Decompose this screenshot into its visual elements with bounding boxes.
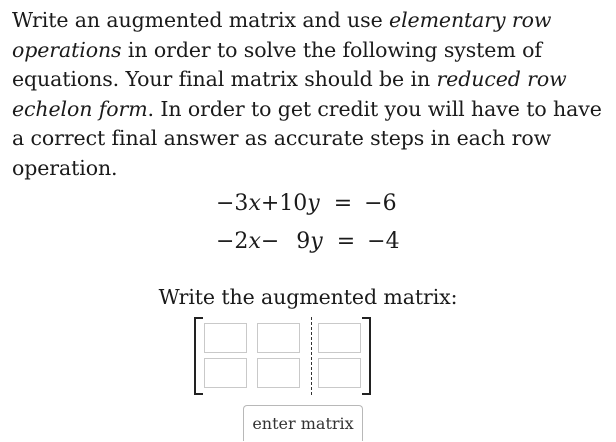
eq1-x-coef: −3 [216,191,249,216]
eq2-rhs: −4 [367,229,400,254]
augmented-matrix-input [194,317,371,393]
eq1-rhs: −6 [364,191,397,216]
eq1-x-var: x [248,191,261,216]
matrix-cell-r1c2[interactable] [257,323,300,353]
eq2-y-var: y [310,229,323,254]
enter-matrix-button[interactable]: enter matrix [243,405,363,441]
eq1-y-coef: 10 [279,191,308,216]
instructions-part2: in order to solve the following system of equations. Your final matrix should be in [12,37,542,92]
matrix-cell-r2c3[interactable] [318,358,361,388]
matrix-cell-r2c2[interactable] [257,358,300,388]
eq1-op: + [260,191,280,216]
eq2-x-var: x [248,229,261,254]
eq1-equals: = [333,191,353,216]
instructions-emphasis-reduced-row-echelon-form: reduced row echelon form [12,67,567,121]
matrix-cell-r2c1[interactable] [204,358,247,388]
equation-2 [216,227,400,257]
matrix-cell-r1c1[interactable] [204,323,247,353]
eq2-y-coef: 9 [296,229,311,254]
eq2-op: − [260,229,280,254]
augmented-matrix-prompt: Write the augmented matrix: [158,285,458,309]
equation-1 [216,189,397,219]
instructions-part3: . In order to get credit you will have to have a correct final answer as accurate steps in each row operation. [12,96,602,180]
eq1-y-var: y [307,191,320,216]
augmented-divider-line [311,317,312,395]
instructions-emphasis-elementary-row-operations: elementary row operations [12,8,552,62]
eq2-equals: = [336,229,356,254]
instructions-text [12,6,608,184]
eq2-x-coef: −2 [216,229,249,254]
matrix-left-bracket [194,317,203,395]
instructions-part1: Write an augmented matrix and use [12,8,390,32]
matrix-cell-r1c3[interactable] [318,323,361,353]
matrix-right-bracket [362,317,371,395]
